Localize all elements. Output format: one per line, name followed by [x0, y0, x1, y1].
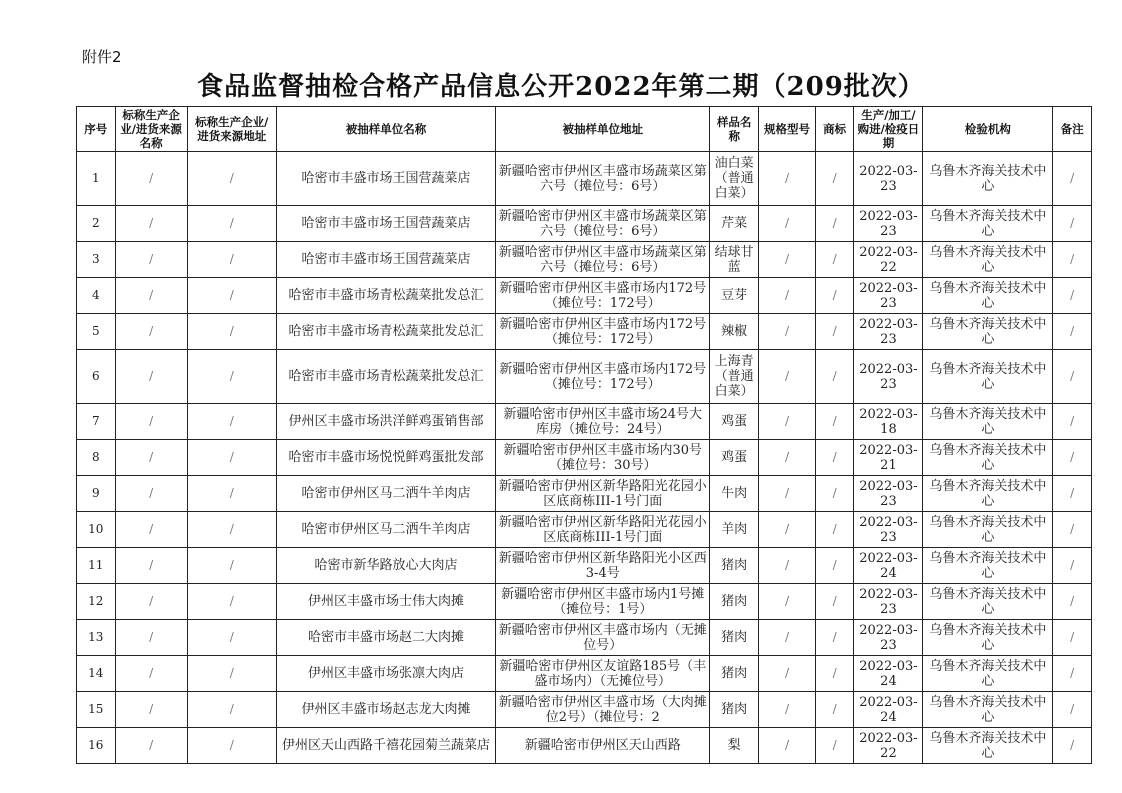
cell-spec-model: / [759, 314, 816, 350]
cell-spec-model: / [759, 404, 816, 440]
cell-producer-name: / [115, 350, 187, 404]
cell-remarks: / [1053, 314, 1092, 350]
cell-sampled-unit-address: 新疆哈密市伊州区新华路阳光花园小区底商栋III-1号门面 [496, 476, 710, 512]
cell-producer-name: / [115, 476, 187, 512]
cell-testing-agency: 乌鲁木齐海关技术中心 [923, 584, 1053, 620]
cell-sampled-unit-address: 新疆哈密市伊州区丰盛市场内1号摊（摊位号：1号） [496, 584, 710, 620]
cell-sample-name: 猪肉 [710, 620, 759, 656]
cell-sampled-unit-address: 新疆哈密市伊州区新华路阳光花园小区底商栋III-1号门面 [496, 512, 710, 548]
cell-remarks: / [1053, 152, 1092, 206]
cell-sampled-unit-address: 新疆哈密市伊州区丰盛市场（大肉摊位2号）（摊位号：2 [496, 692, 710, 728]
cell-index: 7 [77, 404, 116, 440]
cell-producer-name: / [115, 152, 187, 206]
cell-spec-model: / [759, 584, 816, 620]
cell-producer-name: / [115, 206, 187, 242]
cell-producer-address: / [187, 278, 276, 314]
table-row [77, 242, 1092, 278]
cell-remarks: / [1053, 242, 1092, 278]
cell-sampled-unit-address: 新疆哈密市伊州区新华路阳光小区西3-4号 [496, 548, 710, 584]
cell-sample-name: 鸡蛋 [710, 404, 759, 440]
cell-index: 12 [77, 584, 116, 620]
cell-producer-address: / [187, 242, 276, 278]
cell-trademark: / [815, 656, 854, 692]
header-sample-name: 样品名称 [710, 107, 759, 152]
cell-sample-name: 油白菜（普通白菜） [710, 152, 759, 206]
cell-trademark: / [815, 278, 854, 314]
table-row [77, 314, 1092, 350]
cell-producer-address: / [187, 512, 276, 548]
cell-date: 2022-03-23 [854, 278, 923, 314]
cell-sample-name: 羊肉 [710, 512, 759, 548]
cell-producer-name: / [115, 440, 187, 476]
cell-spec-model: / [759, 440, 816, 476]
header-spec-model: 规格型号 [759, 107, 816, 152]
cell-testing-agency: 乌鲁木齐海关技术中心 [923, 548, 1053, 584]
table-row [77, 728, 1092, 764]
cell-index: 8 [77, 440, 116, 476]
cell-testing-agency: 乌鲁木齐海关技术中心 [923, 476, 1053, 512]
table-row [77, 404, 1092, 440]
cell-remarks: / [1053, 656, 1092, 692]
cell-sampled-unit-address: 新疆哈密市伊州区友谊路185号（丰盛市场内）（无摊位号） [496, 656, 710, 692]
cell-spec-model: / [759, 620, 816, 656]
cell-date: 2022-03-23 [854, 314, 923, 350]
cell-index: 4 [77, 278, 116, 314]
cell-producer-name: / [115, 314, 187, 350]
cell-remarks: / [1053, 584, 1092, 620]
cell-producer-address: / [187, 206, 276, 242]
cell-trademark: / [815, 440, 854, 476]
cell-index: 15 [77, 692, 116, 728]
cell-trademark: / [815, 404, 854, 440]
cell-spec-model: / [759, 728, 816, 764]
cell-date: 2022-03-23 [854, 512, 923, 548]
cell-testing-agency: 乌鲁木齐海关技术中心 [923, 206, 1053, 242]
table-row [77, 350, 1092, 404]
cell-sample-name: 鸡蛋 [710, 440, 759, 476]
cell-index: 10 [77, 512, 116, 548]
cell-testing-agency: 乌鲁木齐海关技术中心 [923, 404, 1053, 440]
cell-trademark: / [815, 476, 854, 512]
cell-spec-model: / [759, 548, 816, 584]
cell-testing-agency: 乌鲁木齐海关技术中心 [923, 512, 1053, 548]
cell-producer-address: / [187, 314, 276, 350]
cell-sample-name: 上海青（普通白菜） [710, 350, 759, 404]
table-row [77, 692, 1092, 728]
cell-date: 2022-03-21 [854, 440, 923, 476]
cell-producer-name: / [115, 404, 187, 440]
cell-sampled-unit-address: 新疆哈密市伊州区丰盛市场内（无摊位号） [496, 620, 710, 656]
cell-sample-name: 辣椒 [710, 314, 759, 350]
cell-sampled-unit-address: 新疆哈密市伊州区丰盛市场蔬菜区第六号（摊位号：6号） [496, 242, 710, 278]
cell-sample-name: 豆芽 [710, 278, 759, 314]
cell-sampled-unit-name: 伊州区天山西路千禧花园菊兰蔬菜店 [276, 728, 495, 764]
cell-sampled-unit-name: 哈密市丰盛市场青松蔬菜批发总汇 [276, 350, 495, 404]
cell-spec-model: / [759, 278, 816, 314]
cell-trademark: / [815, 548, 854, 584]
cell-date: 2022-03-24 [854, 656, 923, 692]
header-index: 序号 [77, 107, 116, 152]
cell-sample-name: 结球甘蓝 [710, 242, 759, 278]
table-row [77, 512, 1092, 548]
cell-date: 2022-03-22 [854, 728, 923, 764]
cell-sampled-unit-address: 新疆哈密市伊州区丰盛市场内172号（摊位号：172号） [496, 314, 710, 350]
cell-sampled-unit-name: 哈密市新华路放心大肉店 [276, 548, 495, 584]
cell-producer-address: / [187, 440, 276, 476]
cell-spec-model: / [759, 512, 816, 548]
cell-sampled-unit-name: 哈密市丰盛市场王国营蔬菜店 [276, 206, 495, 242]
cell-producer-address: / [187, 692, 276, 728]
header-sampled-unit-address: 被抽样单位地址 [496, 107, 710, 152]
cell-producer-address: / [187, 656, 276, 692]
cell-sample-name: 猪肉 [710, 656, 759, 692]
cell-producer-address: / [187, 152, 276, 206]
header-date: 生产/加工/购进/检疫日期 [854, 107, 923, 152]
cell-sampled-unit-name: 哈密市丰盛市场赵二大肉摊 [276, 620, 495, 656]
cell-date: 2022-03-23 [854, 620, 923, 656]
table-row [77, 278, 1092, 314]
cell-date: 2022-03-22 [854, 242, 923, 278]
inspection-results-table [76, 106, 1092, 764]
table-row [77, 584, 1092, 620]
cell-remarks: / [1053, 440, 1092, 476]
cell-producer-name: / [115, 278, 187, 314]
cell-sampled-unit-address: 新疆哈密市伊州区丰盛市场内172号（摊位号：172号） [496, 278, 710, 314]
cell-producer-address: / [187, 350, 276, 404]
cell-trademark: / [815, 728, 854, 764]
cell-sample-name: 芹菜 [710, 206, 759, 242]
cell-trademark: / [815, 206, 854, 242]
cell-producer-address: / [187, 620, 276, 656]
cell-sampled-unit-name: 哈密市丰盛市场青松蔬菜批发总汇 [276, 278, 495, 314]
cell-date: 2022-03-24 [854, 692, 923, 728]
cell-testing-agency: 乌鲁木齐海关技术中心 [923, 656, 1053, 692]
header-trademark: 商标 [815, 107, 854, 152]
page-title: 食品监督抽检合格产品信息公开2022年第二期（209批次） [197, 72, 925, 102]
cell-testing-agency: 乌鲁木齐海关技术中心 [923, 278, 1053, 314]
cell-testing-agency: 乌鲁木齐海关技术中心 [923, 350, 1053, 404]
cell-sampled-unit-address: 新疆哈密市伊州区丰盛市场内172号（摊位号：172号） [496, 350, 710, 404]
cell-sampled-unit-name: 哈密市丰盛市场悦悦鲜鸡蛋批发部 [276, 440, 495, 476]
cell-sample-name: 猪肉 [710, 548, 759, 584]
header-producer-name: 标称生产企业/进货来源名称 [115, 107, 187, 152]
cell-producer-name: / [115, 620, 187, 656]
cell-sampled-unit-name: 伊州区丰盛市场洪洋鲜鸡蛋销售部 [276, 404, 495, 440]
cell-testing-agency: 乌鲁木齐海关技术中心 [923, 692, 1053, 728]
header-sampled-unit-name: 被抽样单位名称 [276, 107, 495, 152]
cell-index: 13 [77, 620, 116, 656]
cell-remarks: / [1053, 350, 1092, 404]
header-testing-agency: 检验机构 [923, 107, 1053, 152]
cell-producer-name: / [115, 584, 187, 620]
cell-spec-model: / [759, 206, 816, 242]
cell-date: 2022-03-23 [854, 476, 923, 512]
table-row [77, 440, 1092, 476]
cell-testing-agency: 乌鲁木齐海关技术中心 [923, 152, 1053, 206]
table-header-row [77, 107, 1092, 152]
table-row [77, 476, 1092, 512]
cell-sampled-unit-address: 新疆哈密市伊州区丰盛市场蔬菜区第六号（摊位号：6号） [496, 152, 710, 206]
cell-testing-agency: 乌鲁木齐海关技术中心 [923, 242, 1053, 278]
cell-sample-name: 猪肉 [710, 584, 759, 620]
cell-trademark: / [815, 584, 854, 620]
cell-date: 2022-03-23 [854, 152, 923, 206]
table-row [77, 152, 1092, 206]
cell-date: 2022-03-24 [854, 548, 923, 584]
cell-index: 14 [77, 656, 116, 692]
cell-index: 9 [77, 476, 116, 512]
cell-trademark: / [815, 620, 854, 656]
cell-producer-name: / [115, 728, 187, 764]
cell-spec-model: / [759, 476, 816, 512]
cell-testing-agency: 乌鲁木齐海关技术中心 [923, 314, 1053, 350]
cell-trademark: / [815, 242, 854, 278]
cell-producer-name: / [115, 548, 187, 584]
header-producer-address: 标称生产企业/进货来源地址 [187, 107, 276, 152]
cell-trademark: / [815, 314, 854, 350]
cell-producer-name: / [115, 692, 187, 728]
cell-sampled-unit-name: 伊州区丰盛市场张凛大肉店 [276, 656, 495, 692]
table-row [77, 206, 1092, 242]
cell-remarks: / [1053, 512, 1092, 548]
table-row [77, 656, 1092, 692]
table-body [77, 152, 1092, 764]
cell-date: 2022-03-23 [854, 584, 923, 620]
cell-sampled-unit-address: 新疆哈密市伊州区丰盛市场内30号（摊位号：30号） [496, 440, 710, 476]
cell-remarks: / [1053, 206, 1092, 242]
cell-index: 16 [77, 728, 116, 764]
attachment-label: 附件2 [82, 48, 122, 66]
cell-index: 5 [77, 314, 116, 350]
cell-remarks: / [1053, 476, 1092, 512]
cell-producer-name: / [115, 512, 187, 548]
cell-trademark: / [815, 350, 854, 404]
cell-sample-name: 牛肉 [710, 476, 759, 512]
cell-sampled-unit-address: 新疆哈密市伊州区天山西路 [496, 728, 710, 764]
cell-remarks: / [1053, 278, 1092, 314]
cell-index: 3 [77, 242, 116, 278]
cell-remarks: / [1053, 692, 1092, 728]
cell-index: 11 [77, 548, 116, 584]
cell-producer-address: / [187, 476, 276, 512]
cell-remarks: / [1053, 404, 1092, 440]
cell-producer-address: / [187, 404, 276, 440]
cell-trademark: / [815, 152, 854, 206]
cell-sampled-unit-name: 伊州区丰盛市场士伟大肉摊 [276, 584, 495, 620]
cell-date: 2022-03-23 [854, 350, 923, 404]
cell-producer-address: / [187, 548, 276, 584]
cell-spec-model: / [759, 242, 816, 278]
cell-sampled-unit-address: 新疆哈密市伊州区丰盛市场蔬菜区第六号（摊位号：6号） [496, 206, 710, 242]
table-row [77, 620, 1092, 656]
cell-index: 1 [77, 152, 116, 206]
cell-trademark: / [815, 692, 854, 728]
cell-remarks: / [1053, 620, 1092, 656]
table-row [77, 548, 1092, 584]
cell-remarks: / [1053, 728, 1092, 764]
cell-spec-model: / [759, 350, 816, 404]
cell-sampled-unit-name: 伊州区丰盛市场赵志龙大肉摊 [276, 692, 495, 728]
cell-producer-address: / [187, 728, 276, 764]
cell-date: 2022-03-18 [854, 404, 923, 440]
cell-trademark: / [815, 512, 854, 548]
cell-producer-name: / [115, 656, 187, 692]
cell-spec-model: / [759, 692, 816, 728]
cell-sample-name: 梨 [710, 728, 759, 764]
header-remarks: 备注 [1053, 107, 1092, 152]
cell-index: 2 [77, 206, 116, 242]
cell-producer-name: / [115, 242, 187, 278]
cell-testing-agency: 乌鲁木齐海关技术中心 [923, 620, 1053, 656]
cell-index: 6 [77, 350, 116, 404]
cell-producer-address: / [187, 584, 276, 620]
cell-sample-name: 猪肉 [710, 692, 759, 728]
cell-remarks: / [1053, 548, 1092, 584]
cell-sampled-unit-name: 哈密市伊州区马二洒牛羊肉店 [276, 512, 495, 548]
cell-spec-model: / [759, 152, 816, 206]
cell-date: 2022-03-23 [854, 206, 923, 242]
cell-sampled-unit-address: 新疆哈密市伊州区丰盛市场24号大库房（摊位号：24号） [496, 404, 710, 440]
cell-testing-agency: 乌鲁木齐海关技术中心 [923, 728, 1053, 764]
cell-sampled-unit-name: 哈密市伊州区马二洒牛羊肉店 [276, 476, 495, 512]
cell-testing-agency: 乌鲁木齐海关技术中心 [923, 440, 1053, 476]
cell-spec-model: / [759, 656, 816, 692]
cell-sampled-unit-name: 哈密市丰盛市场王国营蔬菜店 [276, 152, 495, 206]
cell-sampled-unit-name: 哈密市丰盛市场王国营蔬菜店 [276, 242, 495, 278]
cell-sampled-unit-name: 哈密市丰盛市场青松蔬菜批发总汇 [276, 314, 495, 350]
